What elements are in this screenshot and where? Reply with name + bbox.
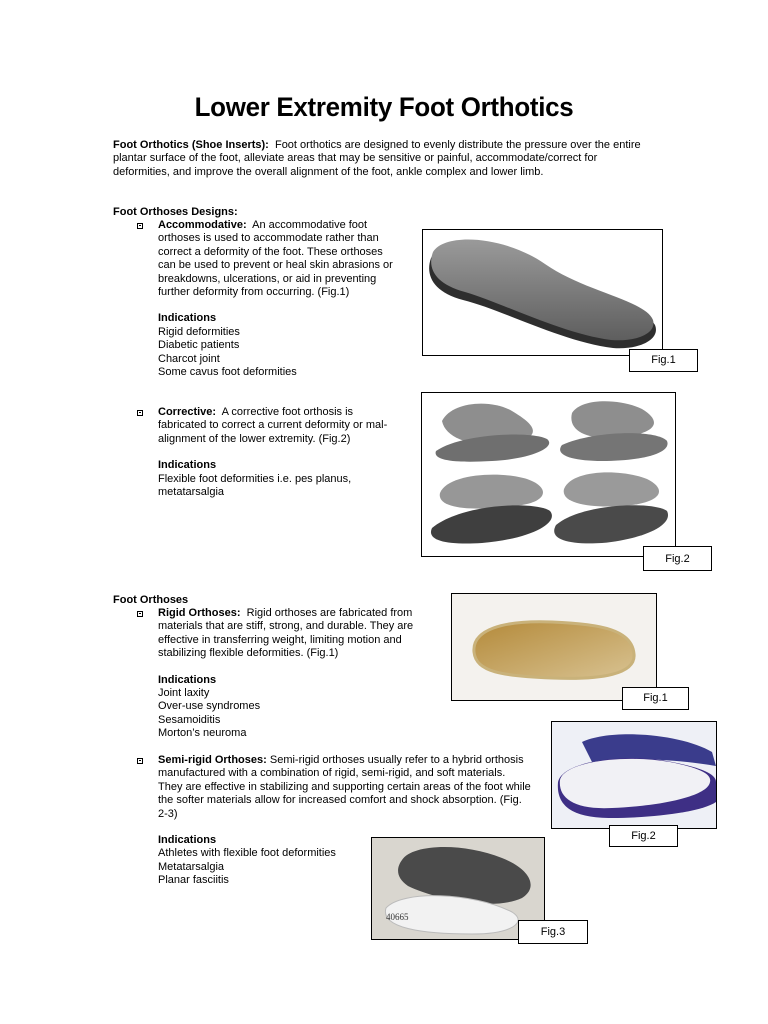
- rigid-orthosis-image: [451, 593, 657, 701]
- corrective-label: Corrective:: [158, 406, 217, 418]
- page-title: Lower Extremity Foot Orthotics: [194, 92, 574, 122]
- fig3-stamp: 40665: [386, 912, 409, 922]
- semirigid-line-3: They are effective in stabilizing and supporting certain areas of the foot while: [158, 780, 531, 793]
- corrective-indications-heading: Indications: [158, 459, 217, 472]
- rigid-section: [158, 607, 448, 741]
- corrective-section: [158, 406, 418, 499]
- bullet-icon: [137, 410, 143, 416]
- bullet-icon: [137, 758, 143, 764]
- accommodative-line-1: An accommodative foot: [252, 219, 368, 231]
- insole-icon: [423, 230, 662, 355]
- orthoses-heading: Foot Orthoses: [113, 594, 189, 606]
- semirigid-indications-heading: Indications: [158, 834, 217, 847]
- rigid-line-3: effective in transferring weight, limiting motion and: [158, 633, 402, 646]
- intro-label: Foot Orthotics (Shoe Inserts):: [113, 139, 269, 151]
- accommodative-line-4: can be used to prevent or heal skin abrasions or: [158, 259, 393, 272]
- semirigid-line-4: the softer materials allow for increased comfort and shock absorption. (Fig.: [158, 794, 522, 807]
- intro-line-2: plantar surface of the foot, alleviate areas that may be sensitive or painful, accommodate/correct for: [113, 152, 598, 165]
- rigid-orthosis-icon: [452, 594, 656, 700]
- rigid-line-4: stabilizing flexible deformities. (Fig.1): [158, 647, 339, 660]
- indication-item: metatarsalgia: [158, 486, 225, 499]
- indication-item: Diabetic patients: [158, 339, 240, 352]
- rigid-indications-heading: Indications: [158, 673, 217, 686]
- orthoses-set-icon: [422, 393, 675, 556]
- accommodative-label: Accommodative:: [158, 219, 247, 231]
- intro-paragraph: [113, 139, 673, 179]
- rigid-fig1-caption: Fig.1: [622, 687, 689, 710]
- indication-item: Metatarsalgia: [158, 860, 225, 873]
- corrective-line-1: A corrective foot orthosis is: [221, 406, 354, 418]
- indication-item: Joint laxity: [158, 687, 210, 700]
- rigid-line-1: Rigid orthoses are fabricated from: [246, 607, 413, 619]
- indication-item: Charcot joint: [158, 352, 220, 365]
- accommodative-indications-heading: Indications: [158, 312, 217, 325]
- accommodative-line-3: correct a deformity of the foot. These orthoses: [158, 245, 383, 258]
- semirigid-fig2-caption: Fig.2: [609, 825, 678, 847]
- corrective-orthoses-image: [421, 392, 676, 557]
- fig2-caption: Fig.2: [643, 546, 712, 571]
- semirigid-fig2-image: [551, 721, 717, 829]
- accommodative-line-2: orthoses is used to accommodate rather than: [158, 232, 379, 245]
- indication-item: Planar fasciitis: [158, 874, 229, 887]
- accommodative-line-5: breakdowns, ulcerations, or aid in preventing: [158, 272, 377, 285]
- fig1-caption: Fig.1: [629, 349, 698, 372]
- semirigid-label: Semi-rigid Orthoses:: [158, 754, 267, 766]
- indication-item: Morton’s neuroma: [158, 727, 247, 740]
- indication-item: Athletes with flexible foot deformities: [158, 847, 336, 860]
- bullet-icon: [137, 611, 143, 617]
- semirigid-line-5: 2-3): [158, 807, 178, 820]
- accommodative-section: [158, 219, 418, 379]
- bullet-icon: [137, 223, 143, 229]
- corrective-line-2: fabricated to correct a current deformity or mal-: [158, 419, 388, 432]
- corrective-line-3: alignment of the lower extremity. (Fig.2): [158, 432, 351, 445]
- indication-item: Some cavus foot deformities: [158, 366, 297, 379]
- semirigid-fig3-caption: Fig.3: [518, 920, 588, 944]
- semirigid-line-1: Semi-rigid orthoses usually refer to a hybrid orthosis: [269, 754, 524, 766]
- indication-item: Sesamoiditis: [158, 713, 221, 726]
- semirigid-line-2: manufactured with a combination of rigid, semi-rigid, and soft materials.: [158, 767, 506, 780]
- designs-heading: Foot Orthoses Designs:: [113, 206, 238, 218]
- accommodative-line-6: further deformity from occurring. (Fig.1): [158, 286, 350, 299]
- rigid-line-2: materials that are stiff, strong, and durable. They are: [158, 620, 414, 633]
- rigid-label: Rigid Orthoses:: [158, 607, 241, 619]
- indication-item: Rigid deformities: [158, 325, 240, 338]
- accommodative-insole-image: [422, 229, 663, 356]
- indication-item: Over-use syndromes: [158, 700, 261, 713]
- semirigid-insole-icon: [552, 722, 716, 828]
- indication-item: Flexible foot deformities i.e. pes planus,: [158, 472, 352, 485]
- intro-line-3: deformities, and improve the overall alignment of the foot, ankle complex and lower limb.: [113, 165, 544, 178]
- intro-line-1: Foot orthotics are designed to evenly distribute the pressure over the entire: [274, 139, 641, 151]
